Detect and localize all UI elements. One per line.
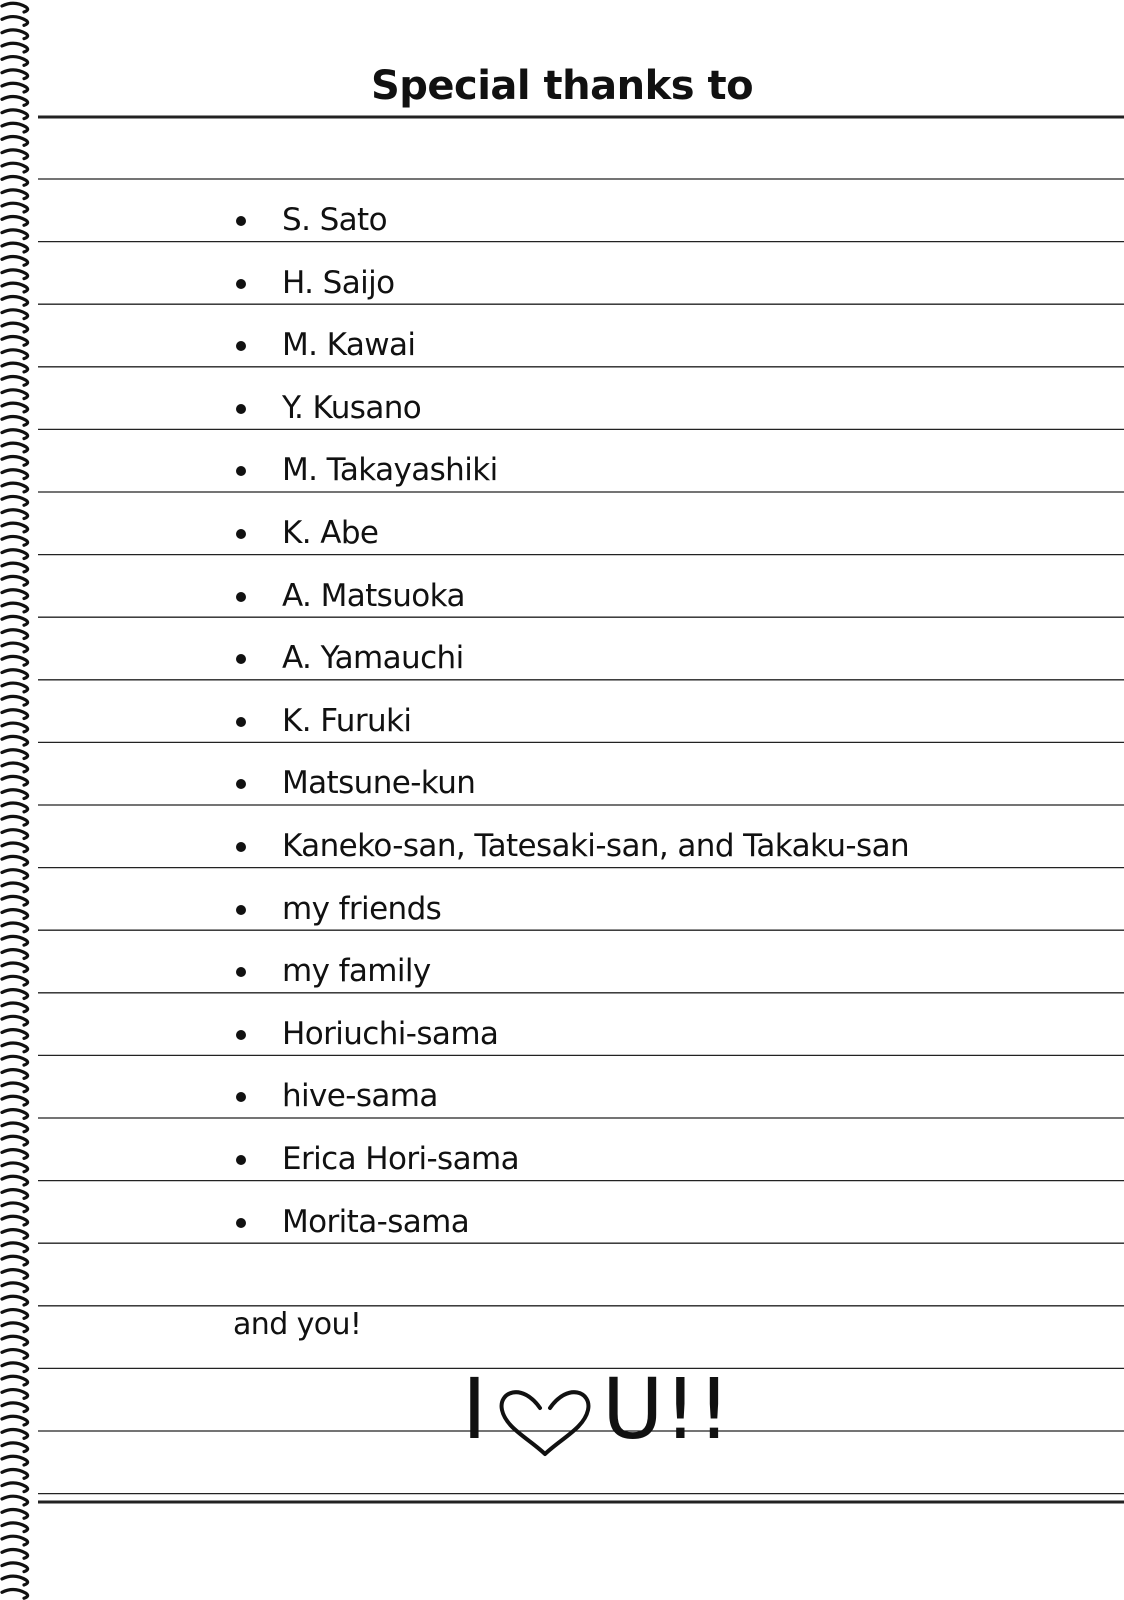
list-item [228, 502, 909, 565]
bullet-icon [236, 592, 246, 602]
bullet-icon [236, 717, 246, 727]
list-item-text: Erica Hori-sama [282, 1140, 520, 1177]
bullet-icon [236, 279, 246, 289]
list-item-text: A. Matsuoka [282, 577, 465, 614]
list-item [228, 1191, 909, 1254]
closing-line: and you! [233, 1307, 362, 1342]
list-item-text: my family [282, 953, 431, 990]
bullet-icon [236, 905, 246, 915]
bullet-icon [236, 967, 246, 977]
bullet-icon [236, 341, 246, 351]
list-item [228, 752, 909, 815]
list-item-text: H. Saijo [282, 264, 395, 301]
bullet-icon [236, 404, 246, 414]
bullet-icon [236, 1218, 246, 1228]
list-item-text: K. Abe [282, 514, 379, 551]
list-item-text: M. Takayashiki [282, 452, 498, 489]
bullet-icon [236, 466, 246, 476]
i-love-you-message [462, 1358, 731, 1468]
list-item-text: K. Furuki [282, 702, 412, 739]
list-item [228, 690, 909, 753]
list-item-text: Horiuchi-sama [282, 1015, 499, 1052]
bullet-icon [236, 1030, 246, 1040]
message-left: I [462, 1360, 487, 1458]
page-title: Special thanks to [370, 63, 754, 109]
heart-outline-icon [502, 1392, 589, 1454]
bullet-icon [236, 654, 246, 664]
bullet-icon [236, 216, 246, 226]
list-item [228, 439, 909, 502]
list-item [228, 815, 909, 878]
list-item [228, 565, 909, 628]
list-item-text: my friends [282, 890, 442, 927]
bullet-icon [236, 529, 246, 539]
list-item [228, 1128, 909, 1191]
bullet-icon [236, 779, 246, 789]
list-item-text: Kaneko-san, Tatesaki-san, and Takaku-san [282, 827, 910, 864]
list-item-text: Y. Kusano [282, 389, 422, 426]
bullet-icon [236, 1155, 246, 1165]
list-item [228, 377, 909, 440]
bullet-icon [236, 1092, 246, 1102]
list-item-text: Matsune-kun [282, 765, 476, 802]
list-item [228, 252, 909, 315]
list-item-text: Morita-sama [282, 1203, 470, 1240]
list-item-text: hive-sama [282, 1078, 438, 1115]
list-item [228, 189, 909, 252]
list-item-text: S. Sato [282, 202, 387, 238]
list-item-text: M. Kawai [282, 327, 416, 364]
thanks-list [228, 189, 909, 1253]
list-item [228, 1065, 909, 1128]
list-item [228, 940, 909, 1003]
list-item-text: A. Yamauchi [282, 640, 464, 677]
list-item [228, 314, 909, 377]
list-item [228, 1003, 909, 1066]
bullet-icon [236, 842, 246, 852]
list-item [228, 878, 909, 941]
message-right: U!! [602, 1360, 731, 1458]
list-item [228, 627, 909, 690]
